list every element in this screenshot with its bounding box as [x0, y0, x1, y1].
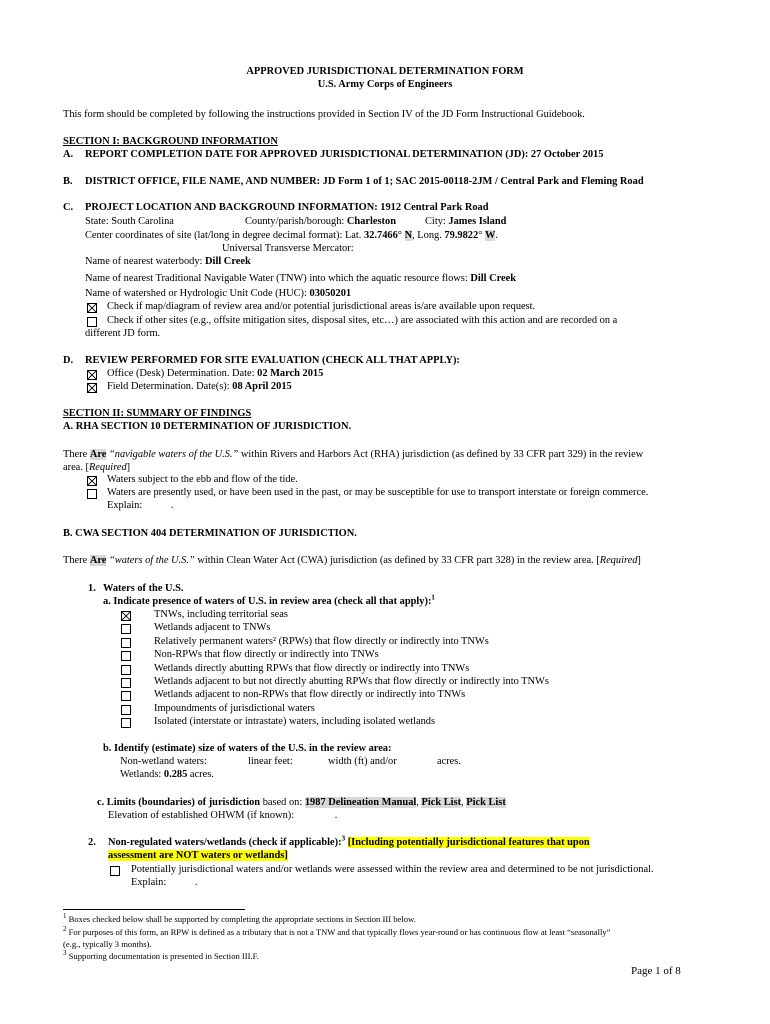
footnote-1-num: 1 — [63, 912, 67, 921]
wetlands-unit: acres. — [189, 769, 214, 780]
item-d-text: REVIEW PERFORMED FOR SITE EVALUATION (CHECK ALL THAT APPLY): — [85, 355, 460, 366]
delineation-manual-select[interactable]: 1987 Delineation Manual — [304, 797, 417, 808]
section-2-heading: SECTION II: SUMMARY OF FINDINGS — [63, 408, 252, 419]
nonjurisdictional-explain — [131, 877, 197, 888]
lat-value[interactable]: 32.7466 — [364, 230, 398, 241]
state-label: State: — [85, 216, 109, 227]
nonregulated-highlight-1: [Including potentially jurisdictional features that upon — [347, 837, 590, 848]
city-value[interactable]: James Island — [448, 216, 507, 227]
waters-checkbox[interactable] — [121, 638, 131, 648]
cwa-there: There — [63, 555, 88, 566]
other-sites-checkbox[interactable] — [87, 317, 97, 327]
waters-checkbox[interactable] — [121, 611, 131, 621]
nonjurisdictional-checkbox[interactable] — [110, 866, 120, 876]
cwa-end: ] — [637, 555, 641, 566]
waters-item-label: Isolated (interstate or intrastate) waters, including isolated wetlands — [154, 716, 436, 728]
waters-checkbox[interactable] — [121, 651, 131, 661]
item-b-text: DISTRICT OFFICE, FILE NAME, AND NUMBER: JD Form 1 of 1; SAC 2015-00118-2JM / Central Park and Fleming Road — [85, 176, 644, 187]
check-map-text: Check if map/diagram of review area and/or potential jurisdictional areas is/are available upon request. — [107, 301, 536, 312]
huc-row — [85, 288, 351, 299]
waters-item-label: TNWs, including territorial seas — [154, 609, 288, 620]
nonwetland-label: Non-wetland waters: — [120, 756, 207, 767]
footnote-1 — [63, 914, 416, 924]
check-other-text-2: different JD form. — [85, 328, 161, 339]
footnote-2-num: 2 — [63, 925, 67, 934]
office-checkbox[interactable] — [87, 370, 97, 380]
waters-checkbox[interactable] — [121, 718, 131, 728]
waters-checkbox[interactable] — [121, 705, 131, 715]
huc-label: Name of watershed or Hydrologic Unit Code (HUC): — [85, 288, 307, 299]
width-label: width (ft) and/or — [328, 756, 397, 767]
waterbody-value[interactable]: Dill Creek — [205, 256, 251, 267]
pick-list-2[interactable]: Pick List — [466, 797, 506, 808]
utm-label: Universal Transverse Mercator: — [222, 243, 354, 254]
form-title: APPROVED JURISDICTIONAL DETERMINATION FORM — [246, 66, 524, 77]
waters-checkbox[interactable] — [121, 678, 131, 688]
item-a-label: A. — [63, 149, 74, 160]
field-label: Field Determination. Date(s): — [107, 381, 230, 392]
cwa-required: Required — [599, 555, 638, 566]
long-label: , Long. — [412, 230, 442, 241]
tnw-value[interactable]: Dill Creek — [470, 273, 517, 284]
form-subtitle: U.S. Army Corps of Engineers — [317, 79, 453, 90]
tnw-label: Name of nearest Traditional Navigable Water (TNW) into which the aquatic resource flows: — [85, 273, 468, 284]
huc-value[interactable]: 03050201 — [309, 288, 352, 299]
item-c-label: C. — [63, 202, 74, 213]
limits-label: c. Limits (boundaries) of jurisdiction — [97, 797, 261, 808]
lat-direction[interactable]: N — [404, 230, 413, 241]
field-row — [107, 381, 292, 392]
indicate-presence-text: a. Indicate presence of waters of U.S. in review area (check all that apply): — [103, 596, 432, 607]
office-row — [107, 368, 323, 379]
footnote-2-cont: (e.g., typically 3 months). — [63, 939, 152, 949]
long-direction[interactable]: W — [484, 230, 496, 241]
commerce-text: Waters are presently used, or have been used in the past, or may be susceptible for use to transport interstate or foreign commerce. — [107, 487, 649, 498]
long-unit: ° — [478, 230, 485, 241]
wetlands-value[interactable]: 0.285 — [163, 769, 188, 780]
rha-quote: “navigable waters of the U.S.” — [109, 449, 239, 460]
cwa-quote: “waters of the U.S.” — [109, 555, 195, 566]
tide-checkbox[interactable] — [87, 476, 97, 486]
waters-number: 1. — [88, 583, 96, 594]
limits-based: based on: — [262, 797, 303, 808]
nonjurisdictional-text: Potentially jurisdictional waters and/or wetlands were assessed within the review area and determined to be not jurisdictional. — [131, 864, 654, 875]
wetlands-row — [120, 769, 214, 780]
waters-item-label: Wetlands adjacent to TNWs — [154, 622, 271, 634]
rha-line2a: area. [ — [63, 462, 89, 473]
cwa-statement — [63, 555, 641, 566]
item-a-text: REPORT COMPLETION DATE FOR APPROVED JURISDICTIONAL DETERMINATION (JD): 27 October 2015 — [85, 149, 604, 160]
wetlands-label: Wetlands: — [120, 769, 162, 780]
pick-list-1[interactable]: Pick List — [421, 797, 462, 808]
county-row — [245, 216, 396, 227]
rha-are-select[interactable]: Are — [89, 449, 107, 460]
check-other-text: Check if other sites (e.g., offsite mitigation sites, disposal sites, etc…) are associated with this action and are recorded on a — [107, 315, 618, 326]
waterbody-row — [85, 256, 251, 267]
tide-text: Waters subject to the ebb and flow of the tide. — [107, 474, 298, 485]
limits-row: c. Limits (boundaries) of jurisdiction based on: 1987 Delineation Manual, Pick List, Pick List — [97, 797, 506, 808]
waters-item-label: Non-RPWs that flow directly or indirectly into TNWs — [154, 649, 379, 661]
waters-item-label: Wetlands directly abutting RPWs that flow directly or indirectly into TNWs — [154, 662, 470, 674]
nonregulated-row — [108, 834, 590, 848]
footnote-3-text: Supporting documentation is presented in Section III.F. — [68, 951, 259, 961]
lat-unit: ° — [397, 230, 405, 241]
linear-feet-label: linear feet: — [248, 756, 293, 767]
nonregulated-heading: Non-regulated waters/wetlands (check if applicable): — [108, 837, 342, 848]
nonregulated-highlight-2: assessment are NOT waters or wetlands] — [108, 850, 288, 861]
rha-rest: within Rivers and Harbors Act (RHA) jurisdiction (as defined by 33 CFR part 329) in the review — [240, 449, 644, 460]
coordinates-row: Center coordinates of site (lat/long in degree decimal format): Lat. 32.7466° N, Long. 79.9822° W. — [85, 230, 498, 241]
commerce-checkbox[interactable] — [87, 489, 97, 499]
waters-item-label: Wetlands adjacent to but not directly abutting RPWs that flow directly or indirectly into TNWs — [154, 676, 549, 687]
section-1-heading: SECTION I: BACKGROUND INFORMATION — [63, 136, 278, 147]
footnote-divider — [63, 909, 245, 910]
office-date[interactable]: 02 March 2015 — [257, 368, 324, 379]
rha-heading: A. RHA SECTION 10 DETERMINATION OF JURISDICTION. — [63, 421, 352, 432]
waters-item-label: Relatively permanent waters² (RPWs) that flow directly or indirectly into TNWs — [154, 635, 489, 647]
nonregulated-number: 2. — [88, 837, 96, 848]
waters-checkbox[interactable] — [121, 665, 131, 675]
rha-there: There — [63, 449, 88, 460]
coords-label: Center coordinates of site (lat/long in degree decimal format): Lat. — [85, 230, 362, 241]
footnote-3 — [63, 951, 259, 961]
field-date[interactable]: 08 April 2015 — [232, 381, 292, 392]
rha-explain-label: Explain: — [107, 500, 143, 511]
indicate-presence — [103, 593, 435, 607]
waters-item-label: Wetlands adjacent to non-RPWs that flow directly or indirectly into TNWs — [154, 689, 466, 701]
rha-line2b: ] — [126, 462, 131, 473]
ohwm-value[interactable]: . — [334, 810, 338, 821]
rha-explain — [107, 500, 173, 511]
ohwm-row — [108, 810, 337, 821]
cwa-are-select[interactable]: Are — [89, 555, 107, 566]
city-row — [425, 216, 506, 227]
explain-label: Explain: — [131, 877, 167, 888]
waters-item-label: Impoundments of jurisdictional waters — [154, 702, 315, 714]
page-number: Page 1 of 8 — [631, 965, 681, 977]
item-b-label: B. — [63, 176, 73, 187]
tnw-row — [85, 273, 516, 284]
footnote-3-num: 3 — [63, 949, 67, 958]
waters-checkbox[interactable] — [121, 691, 131, 701]
ohwm-label: Elevation of established OHWM (if known): — [108, 810, 295, 821]
footnote-ref-1: 1 — [431, 593, 435, 602]
waters-heading: Waters of the U.S. — [103, 583, 184, 594]
waterbody-label: Name of nearest waterbody: — [85, 256, 203, 267]
item-d-label: D. — [63, 355, 74, 366]
county-label: County/parish/borough: — [245, 216, 345, 227]
cwa-heading: B. CWA SECTION 404 DETERMINATION OF JURISDICTION. — [63, 528, 357, 539]
footnote-ref-3: 3 — [341, 834, 346, 843]
footnote-2 — [63, 927, 611, 937]
city-label: City: — [425, 216, 446, 227]
county-value[interactable]: Charleston — [346, 216, 396, 227]
footnote-2-text: For purposes of this form, an RPW is defined as a tributary that is not a TNW and that typically flows year-round or has continuous flow at least “seasonally” — [68, 927, 611, 937]
cwa-rest: within Clean Water Act (CWA) jurisdiction (as defined by 33 CFR part 328) in the review area. [ — [197, 555, 600, 566]
acres-label: acres. — [437, 756, 461, 767]
explain-value[interactable]: . — [194, 877, 198, 888]
field-checkbox[interactable] — [87, 383, 97, 393]
rha-statement-2 — [63, 462, 130, 473]
long-value[interactable]: 79.9822 — [444, 230, 479, 241]
identify-size: b. Identify (estimate) size of waters of the U.S. in the review area: — [103, 743, 392, 754]
rha-required: Required — [88, 462, 127, 473]
item-c-text: PROJECT LOCATION AND BACKGROUND INFORMATION: 1912 Central Park Road — [85, 202, 489, 213]
intro-text: This form should be completed by following the instructions provided in Section IV of the JD Form Instructional Guidebook. — [63, 109, 585, 120]
nonregulated-row-2 — [108, 850, 288, 861]
state-row — [85, 216, 174, 227]
rha-statement — [63, 449, 643, 460]
office-label: Office (Desk) Determination. Date: — [107, 368, 255, 379]
footnote-1-text: Boxes checked below shall be supported by completing the appropriate sections in Section III below. — [68, 914, 416, 924]
map-checkbox[interactable] — [87, 303, 97, 313]
rha-explain-value[interactable]: . — [170, 500, 174, 511]
waters-checkbox[interactable] — [121, 624, 131, 634]
state-value[interactable]: South Carolina — [111, 216, 174, 227]
